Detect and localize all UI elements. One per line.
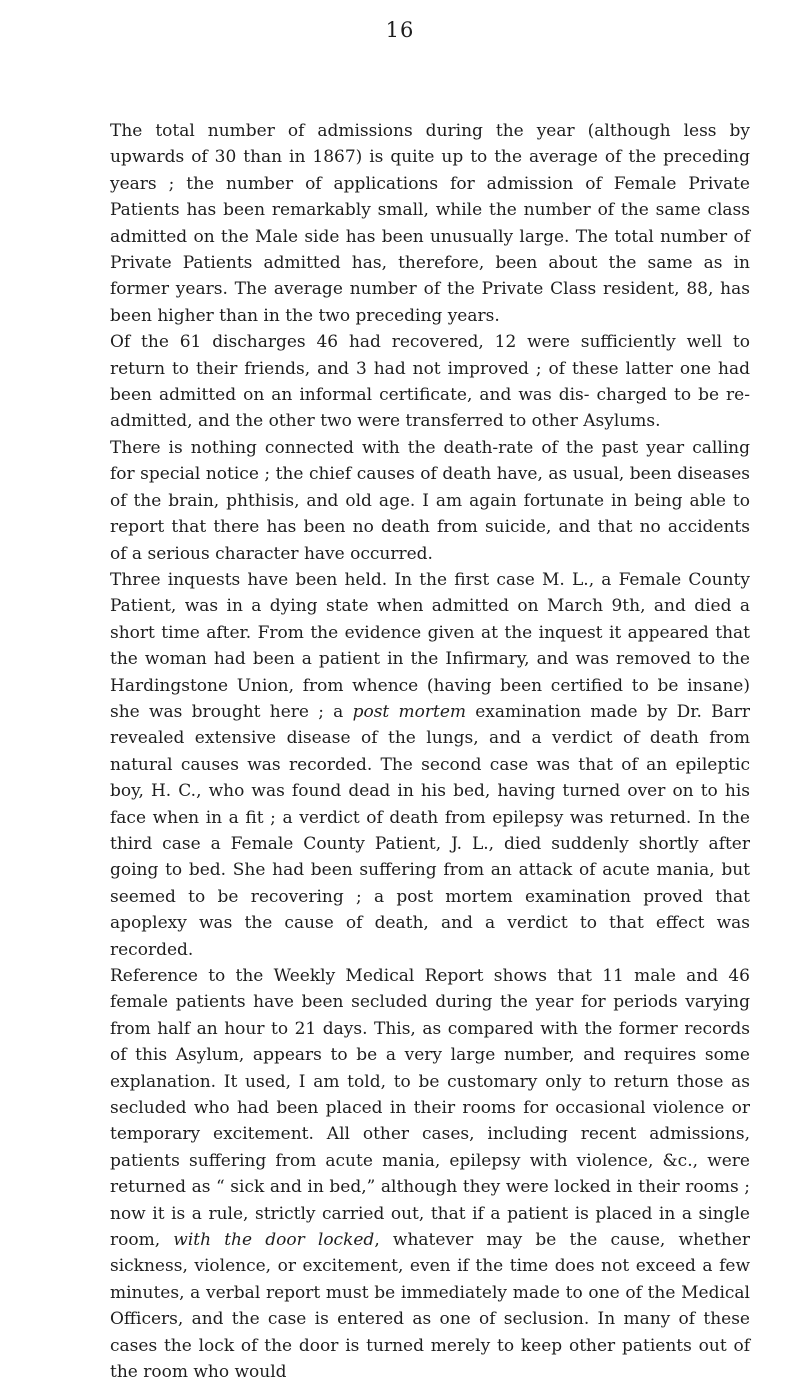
paragraph-seclusion-text-b: , whatever may be the cause, whether sickness, violence, or excitement, even if the time does not exceed a few minutes, a verbal report must be immediately made to one of the Medical Officers, and the case is entered as one of seclusion. In many of these cases the lock of the door is turned merely to keep other patients out of the room who would (110, 1230, 751, 1383)
paragraph-inquests (110, 567, 750, 963)
paragraph-seclusion-text-a: Reference to the Weekly Medical Report shows that 11 male and 46 female patients have been secluded during the year for periods varying from half an hour to 21 days. This, as compared with the former records of this Asylum, appears to be a very large number, and requires some explanation. It used, I am told, to be customary only to return those as secluded who had been placed in their rooms for occasional violence or temporary excitement. All other cases, including recent admissions, patients suffering from acute mania, epilepsy with violence, &c., were returned as “ sick and in bed,” although they were locked in their rooms ; now it is a rule, strictly carried out, that if a patient is placed in a single room, (110, 966, 750, 1251)
paragraph-inquests-emphasis: post mortem (352, 701, 466, 722)
paragraph-inquests-text-a: Three inquests have been held. In the first case M. L., a Female County Patient, was in a dying state when admitted on March 9th, and died a short time after. From the evidence given at the inquest it appeared that the woman had been a patient in the Infirmary, and was removed to the Hardingstone Union, from whence (having been certified to be insane) she was brought here ; a (110, 569, 750, 722)
body-text (110, 118, 750, 1386)
paragraph-discharges: Of the 61 discharges 46 had recovered, 12 were sufficiently well to return to their friends, and 3 had not improved ; of these latter one had been admitted on an informal certificate, and was dis- charged to be re-admitted, and the other two were transferred to other Asylums. (110, 332, 750, 432)
paragraph-inquests-text-b: examination made by Dr. Barr revealed extensive disease of the lungs, and a verdict of death from natural causes was recorded. The second case was that of an epileptic boy, H. C., who was found dead in his bed, having turned over on to his face when in a fit ; a verdict of death from epilepsy was returned. In the third case a Female County Patient, J. L., died suddenly shortly after going to bed. She had been suffering from an attack of acute mania, but seemed to be recovering ; a post mortem examination proved that apoplexy was the cause of death, and a verdict to that effect was recorded. (110, 701, 750, 960)
paragraph-admissions: The total number of admissions during the year (although less by upwards of 30 than in 1867) is quite up to the average of the preceding years ; the number of applications for admission of Female Private Patients has been remarkably small, while the number of the same class admitted on the Male side has been unusually large. The total number of Private Patients admitted has, therefore, been about the same as in former years. The average number of the Private Class resident, 88, has been higher than in the two preceding years. (110, 121, 750, 326)
paragraph-seclusion (110, 963, 750, 1386)
page-number: 16 (385, 18, 415, 42)
paragraph-death-rate: There is nothing connected with the death-rate of the past year calling for special notice ; the chief causes of death have, as usual, been diseases of the brain, phthisis, and old age. I am again fortunate in being able to report that there has been no death from suicide, and that no accidents of a serious character have occurred. (110, 437, 750, 564)
paragraph-seclusion-emphasis: with the door locked (173, 1230, 375, 1251)
